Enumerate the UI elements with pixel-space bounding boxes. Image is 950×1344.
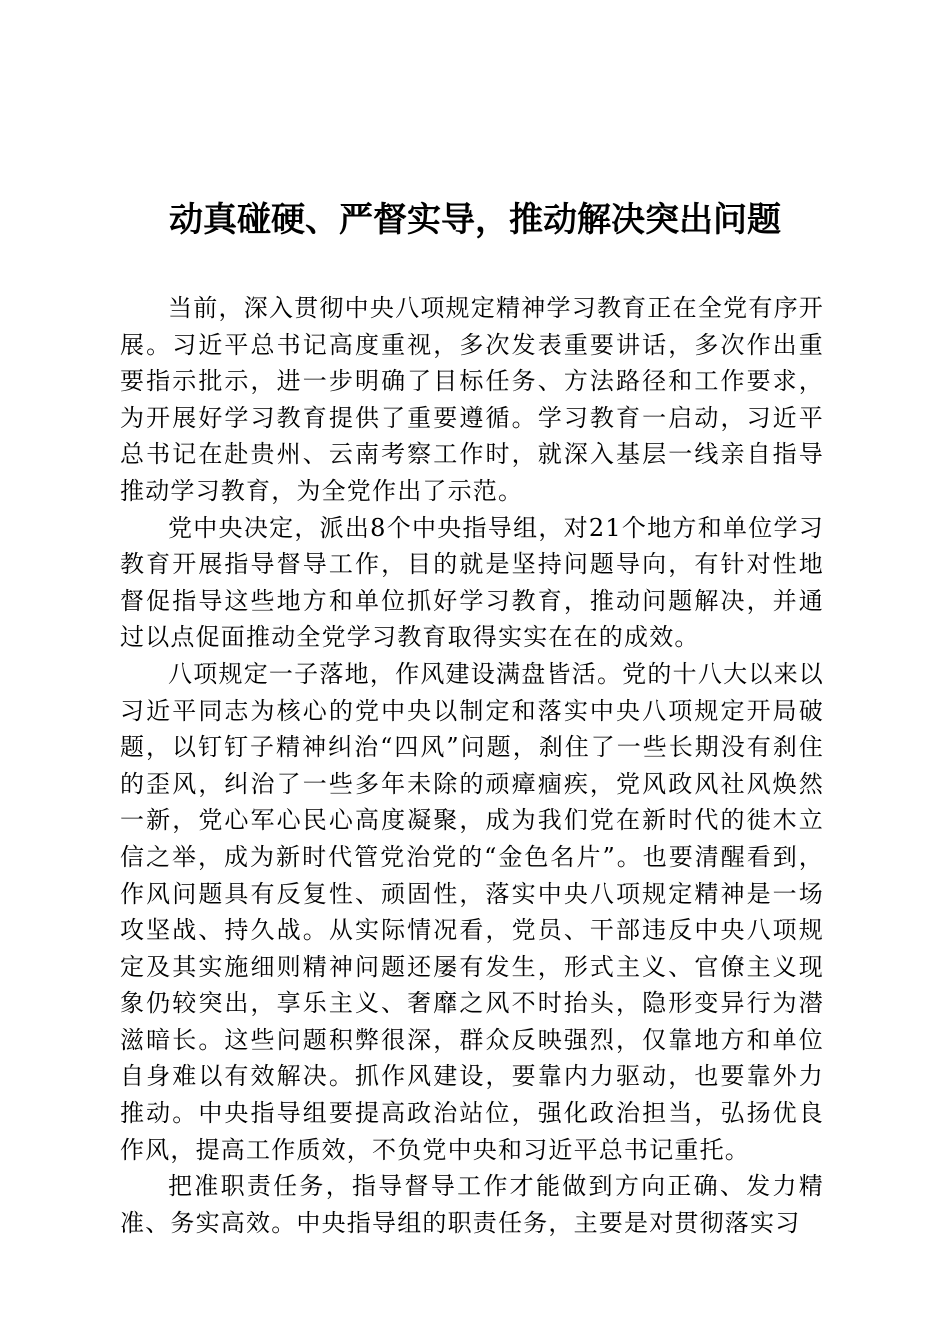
paragraph-3: 八项规定一子落地，作风建设满盘皆活。党的十八大以来以习近平同志为核心的党中央以制定和落实中央八项规定开局破题，以钉钉子精神纠治“四风”问题，刹住了一些长期没有刹住的歪风，纠治了一些多年未除的顽瘴痼疾，党风政风社风焕然一新，党心军心民心高度凝聚，成为我们党在新时代的徙木立信之举，成为新时代管党治党的“金色名片”。也要清醒看到，作风问题具有反复性、顽固性，落实中央八项规定精神是一场攻坚战、持久战。从实际情况看，党员、干部违反中央八项规定及其实施细则精神问题还屡有发生，形式主义、官僚主义现象仍较突出，享乐主义、奢靡之风不时抬头，隐形变异行为潜滋暗长。这些问题积弊很深，群众反映强烈，仅靠地方和单位自身难以有效解决。抓作风建设，要靠内力驱动，也要靠外力推动。中央指导组要提高政治站位，强化政治担当，弘扬优良作风，提高工作质效，不负党中央和习近平总书记重托。 [120, 659, 824, 1164]
paragraph-2: 党中央决定，派出8个中央指导组，对21个地方和单位学习教育开展指导督导工作，目的就是坚持问题导向，有针对性地督促指导这些地方和单位抓好学习教育，推动问题解决，并通过以点促面推动全党学习教育取得实实在在的成效。 [120, 513, 824, 652]
document-title: 动真碰硬、严督实导，推动解决突出问题 [169, 200, 781, 240]
paragraph-4: 把准职责任务，指导督导工作才能做到方向正确、发力精准、务实高效。中央指导组的职责任务，主要是对贯彻落实习 [120, 1172, 824, 1237]
document-body [120, 290, 824, 1241]
paragraph-1: 当前，深入贯彻中央八项规定精神学习教育正在全党有序开展。习近平总书记高度重视，多次发表重要讲话，多次作出重要指示批示，进一步明确了目标任务、方法路径和工作要求，为开展好学习教育提供了重要遵循。学习教育一启动，习近平总书记在赴贵州、云南考察工作时，就深入基层一线亲自指导推动学习教育，为全党作出了示范。 [120, 294, 824, 505]
